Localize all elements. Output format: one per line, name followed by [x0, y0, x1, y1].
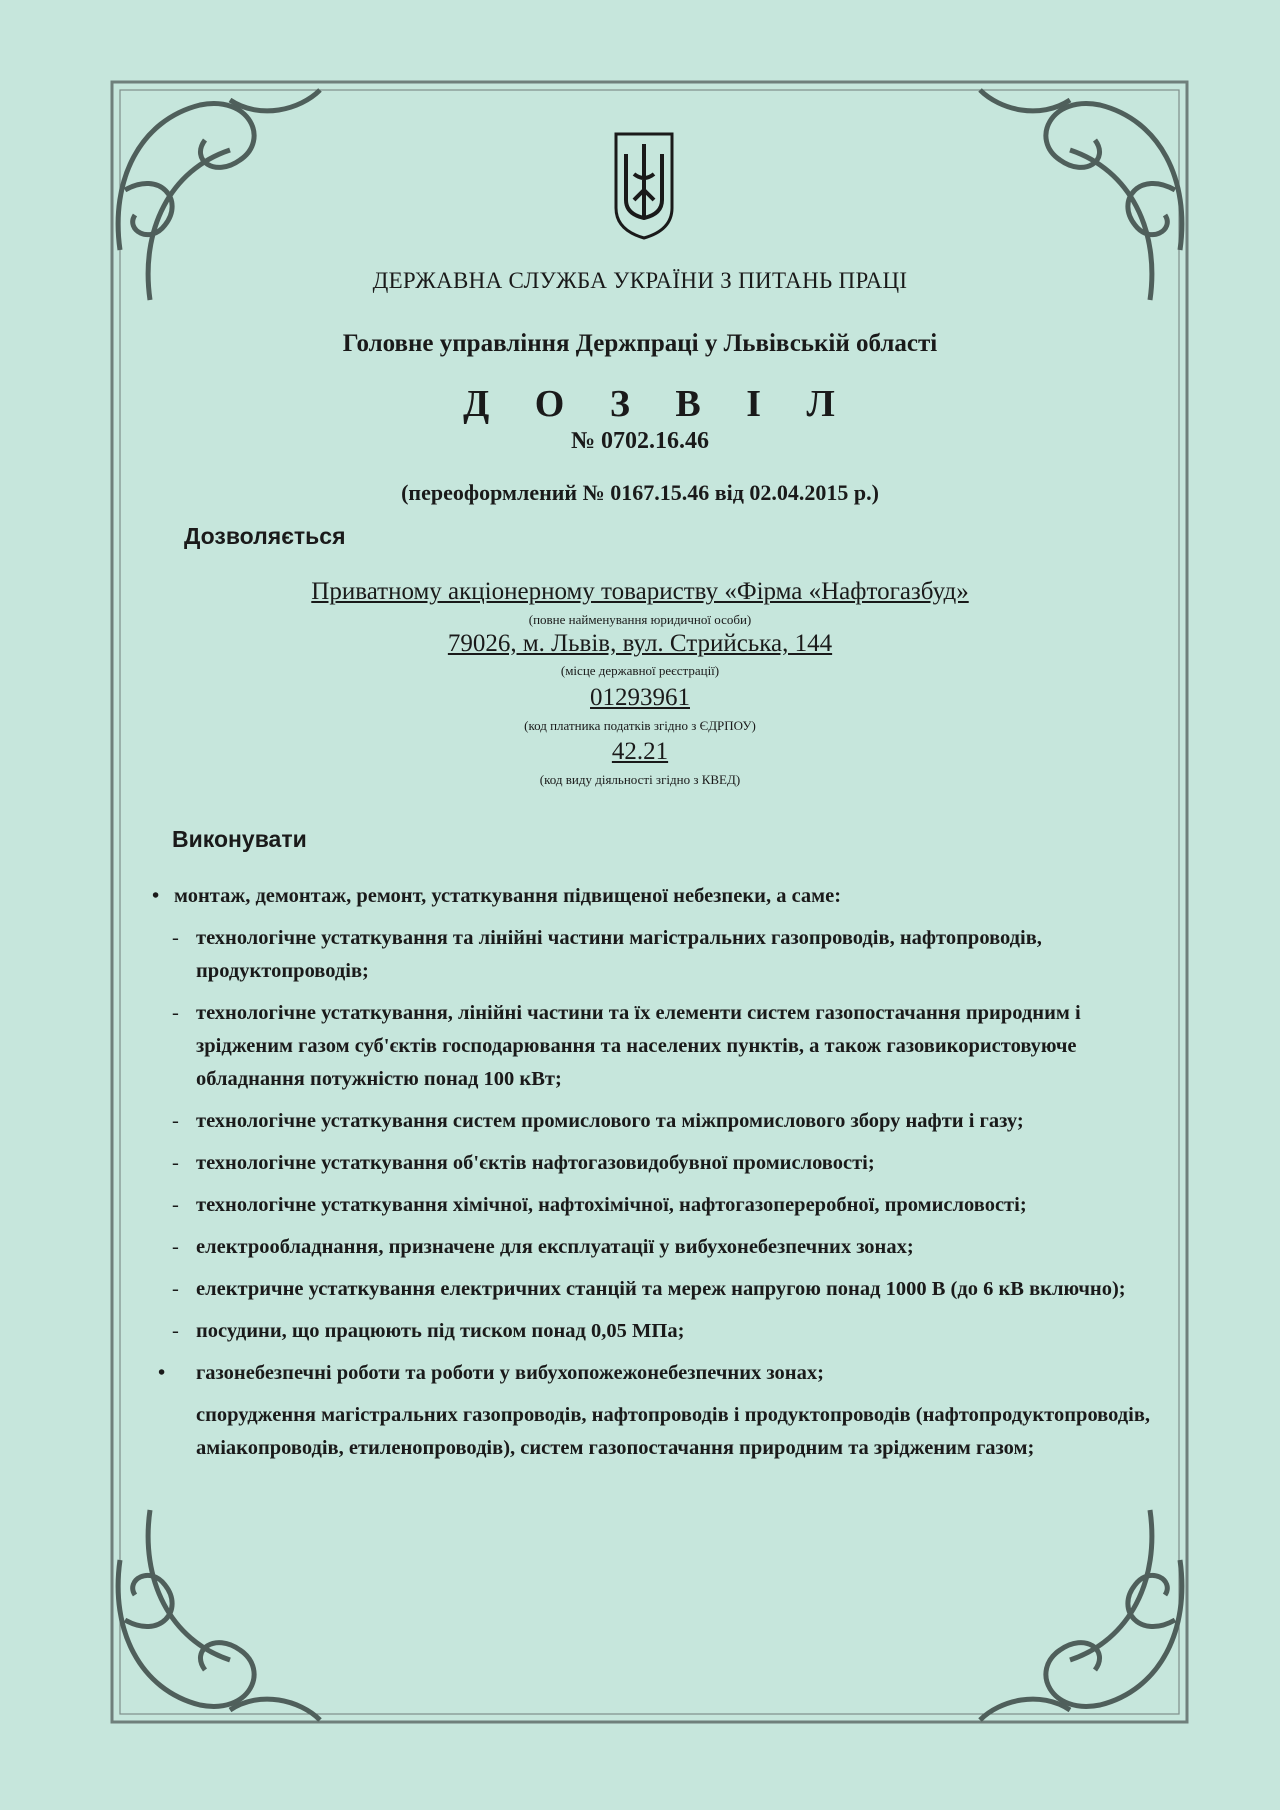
- document-title: Д О З В І Л: [463, 383, 853, 425]
- work-list: [150, 880, 1180, 1474]
- list-item-text: технологічне устаткування систем промислового та міжпромислового збору нафти і газу;: [196, 1110, 1024, 1132]
- list-item-text: технологічне устаткування об'єктів нафтогазовидобувної промисловості;: [196, 1152, 875, 1174]
- list-item: [150, 922, 1180, 988]
- bullet-marker: •: [158, 1362, 166, 1384]
- agency-name: ДЕРЖАВНА СЛУЖБА УКРАЇНИ З ПИТАНЬ ПРАЦІ: [372, 268, 908, 293]
- address-caption: (місце державної реєстрації): [560, 663, 720, 678]
- kved-code: 42.21: [611, 738, 669, 765]
- list-item: [150, 1273, 1180, 1306]
- list-item: [150, 1105, 1180, 1138]
- document-number: № 0702.16.46: [570, 428, 710, 454]
- list-item: [150, 1399, 1180, 1465]
- bullet-marker: •: [152, 885, 160, 907]
- kved-caption: (код виду діяльності згідно з КВЕД): [539, 772, 741, 787]
- execute-heading: Виконувати: [172, 826, 307, 852]
- company-name-caption: (повне найменування юридичної особи): [528, 612, 752, 627]
- trident-emblem-icon: [612, 130, 676, 240]
- list-item-text: технологічне устаткування, лінійні частини та їх елементи систем газопостачання природним і зрідженим газом суб'єктів господарювання та населених пунктів, а також газовикористовуюче обладнання потужністю понад 100 кВт;: [196, 1002, 1081, 1090]
- dash-marker: -: [172, 1320, 179, 1342]
- list-item-text: монтаж, демонтаж, ремонт, устаткування підвищеної небезпеки, а саме:: [174, 885, 842, 907]
- edrpou-code: 01293961: [590, 684, 690, 711]
- dash-marker: -: [172, 927, 179, 949]
- dash-marker: -: [172, 1002, 179, 1024]
- dash-marker: -: [172, 1110, 179, 1132]
- list-item: [150, 1315, 1180, 1348]
- list-item-text: технологічне устаткування та лінійні частини магістральних газопроводів, нафтопроводів, продуктопроводів;: [196, 927, 1042, 982]
- list-item-text: електрообладнання, призначене для експлуатації у вибухонебезпечних зонах;: [196, 1236, 914, 1258]
- list-item: [150, 1357, 1180, 1390]
- dash-marker: -: [172, 1152, 179, 1174]
- list-item: [150, 1147, 1180, 1180]
- company-address: 79026, м. Львів, вул. Стрийська, 144: [447, 630, 833, 657]
- list-item-text: електричне устаткування електричних станцій та мереж напругою понад 1000 В (до 6 кВ включно);: [196, 1278, 1126, 1300]
- allowed-heading: Дозволяється: [184, 523, 346, 549]
- company-name: Приватному акціонерному товариству «Фірма «Нафтогазбуд»: [311, 578, 969, 605]
- list-item: [150, 1189, 1180, 1222]
- list-item: [150, 1231, 1180, 1264]
- reissued-note: (переоформлений № 0167.15.46 від 02.04.2015 р.): [401, 480, 879, 505]
- dash-marker: -: [172, 1236, 179, 1258]
- list-item: [150, 997, 1180, 1096]
- edrpou-caption: (код платника податків згідно з ЄДРПОУ): [524, 718, 756, 733]
- department-name: Головне управління Держпраці у Львівській області: [342, 330, 938, 357]
- dash-marker: -: [172, 1194, 179, 1216]
- dash-marker: -: [172, 1278, 179, 1300]
- list-item-text: газонебезпечні роботи та роботи у вибухопожежонебезпечних зонах;: [196, 1362, 824, 1384]
- list-item-text: посудини, що працюють під тиском понад 0,05 МПа;: [196, 1320, 685, 1342]
- list-item: [150, 880, 1180, 913]
- list-item-text: технологічне устаткування хімічної, нафтохімічної, нафтогазопереробної, промисловості;: [196, 1194, 1027, 1216]
- list-item-text: спорудження магістральних газопроводів, нафтопроводів і продуктопроводів (нафтопродуктопроводів, аміакопроводів, етиленопроводів), систем газопостачання природним та зрідженим газом;: [196, 1404, 1151, 1459]
